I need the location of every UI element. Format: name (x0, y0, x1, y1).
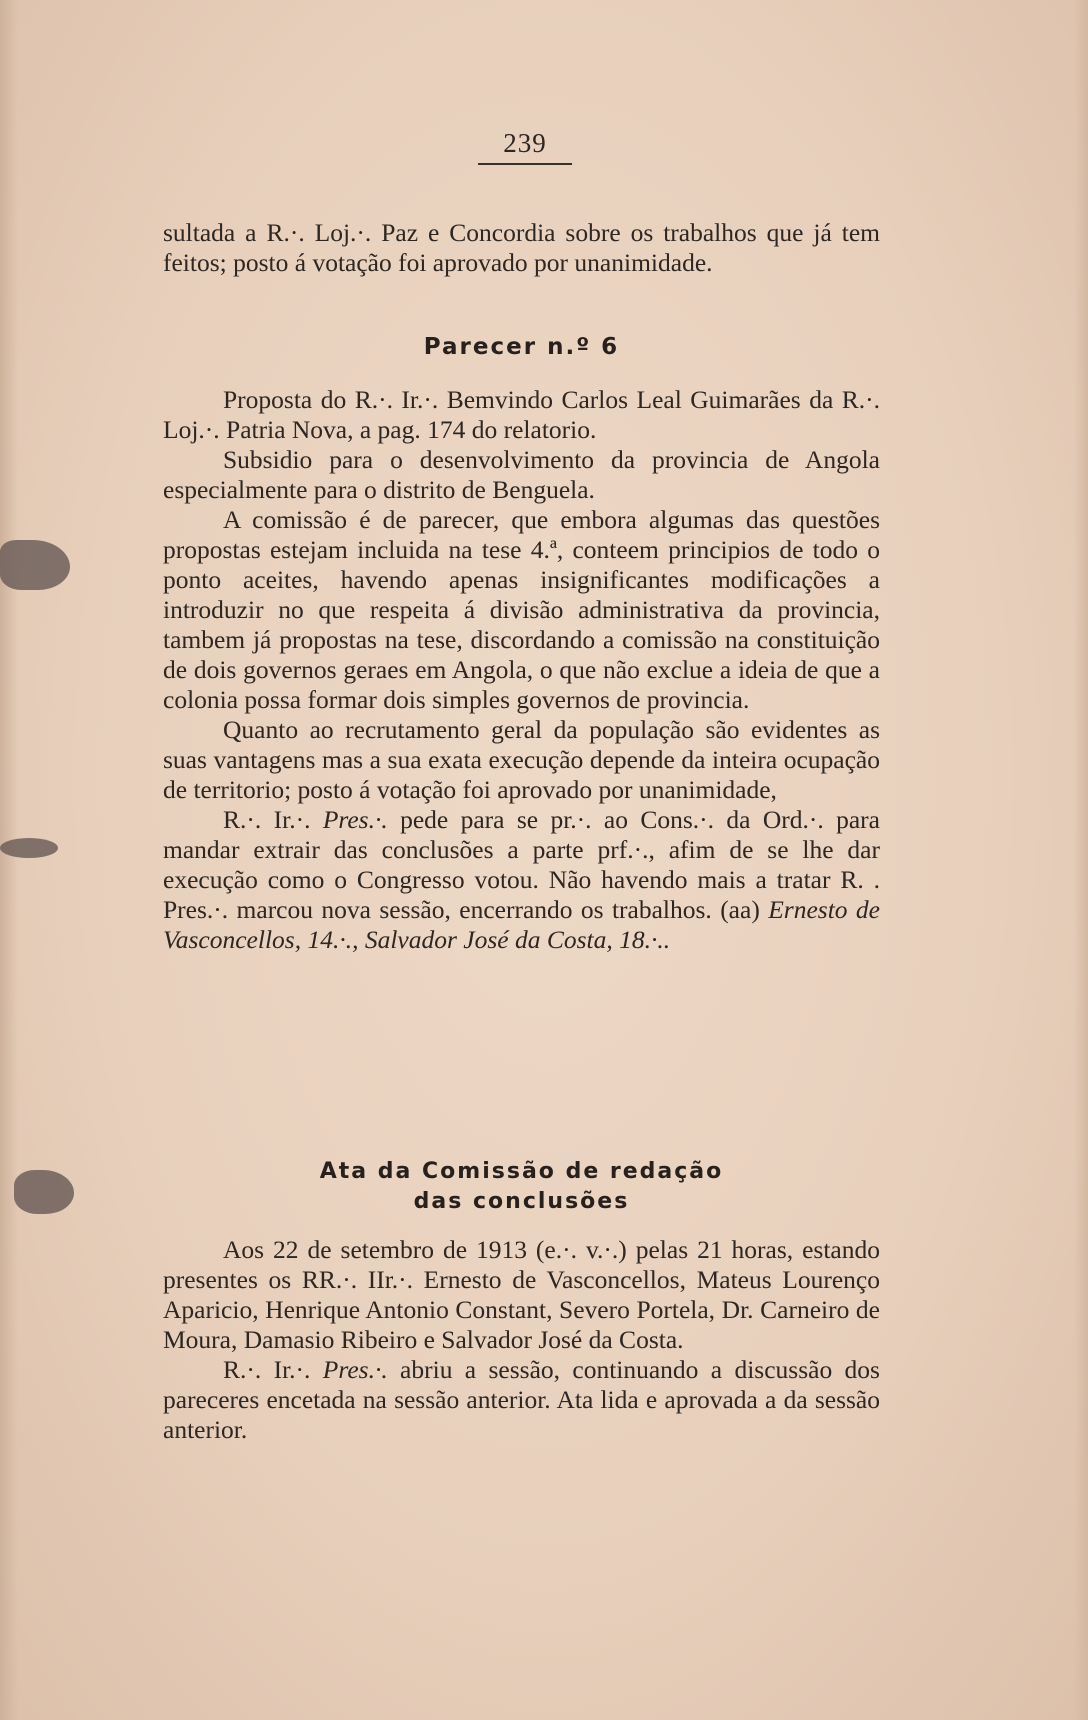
intro-text: sultada a R.·. Loj.·. Paz e Concordia sobre os trabalhos que já tem feitos; posto á votação foi aprovado por unanimidade. (163, 218, 880, 277)
page-edge-left (0, 0, 18, 1720)
closing-text: R.·. Ir.·. (223, 805, 323, 834)
ata-heading-line: Ata da Comissão de redação (319, 1159, 724, 1184)
ata-heading-line: das conclusões (413, 1189, 630, 1214)
parecer-heading: Parecer n.º 6 (423, 334, 620, 360)
parecer-paragraph: Proposta do R.·. Ir.·. Bemvindo Carlos Leal Guimarães da R.·. Loj.·. Patria Nova, a pag. 174 do relatorio. (163, 385, 880, 444)
closing-text: pede para se pr.·. ao Cons.·. da Ord.·. para mandar extrair das conclusões a parte prf.·., afim de se lhe dar execução como o Congresso votou. Não havendo mais a tratar R. . Pres.·. marcou nova sessão, encerrando os trabalhos. (aa) (163, 805, 880, 924)
ata-text: abriu a sessão, continuando a discussão dos pareceres encetada na sessão anterior. Ata lida e aprovada a da sessão anterior. (163, 1355, 880, 1444)
ata-body (163, 1235, 880, 1445)
intro-paragraph (163, 218, 880, 278)
page-number: 239 (503, 128, 547, 158)
parecer-paragraph: Subsidio para o desenvolvimento da provincia de Angola especialmente para o distrito de Benguela. (163, 445, 880, 504)
ata-pres: Pres.·. (322, 1355, 388, 1384)
page-number-rule (478, 163, 572, 165)
ata-text: R.·. Ir.·. (223, 1355, 323, 1384)
ata-paragraph: Aos 22 de setembro de 1913 (e.·. v.·.) pelas 21 horas, estando presentes os RR.·. IIr.·. Ernesto de Vasconcellos, Mateus Lourenço Aparicio, Henrique Antonio Constant, Severo Portela, Dr. Carneiro de Moura, Damasio Ribeiro e Salvador José da Costa. (163, 1235, 880, 1354)
parecer-paragraph: A comissão é de parecer, que embora algumas das questões propostas estejam incluida na tese 4.ª, conteem principios de todo o ponto aceites, havendo apenas insignificantes modificações a introduzir no que respeita á divisão administrativa da provincia, tambem já propostas na tese, discordando a comissão na constituição de dois governos geraes em Angola, o que não exclue a ideia de que a colonia possa formar dois simples governos de provincia. (163, 505, 880, 714)
ink-blot (14, 1170, 74, 1214)
ata-heading (163, 1157, 880, 1217)
parecer-paragraph: Quanto ao recrutamento geral da população são evidentes as suas vantagens mas a sua exata execução depende da inteira ocupação de territorio; posto á votação foi aprovado por unanimidade, (163, 715, 880, 804)
ink-blot (0, 838, 58, 858)
closing-pres: Pres.·. (322, 805, 388, 834)
page-edge-right (1074, 0, 1088, 1720)
parecer-body (163, 385, 880, 955)
closing-signatures: Ernesto de Vasconcellos, 14.·., Salvador José da Costa, 18.·.. (163, 895, 880, 954)
ink-blot (0, 540, 70, 590)
ata-paragraph (163, 1355, 880, 1445)
parecer-closing (163, 805, 880, 955)
